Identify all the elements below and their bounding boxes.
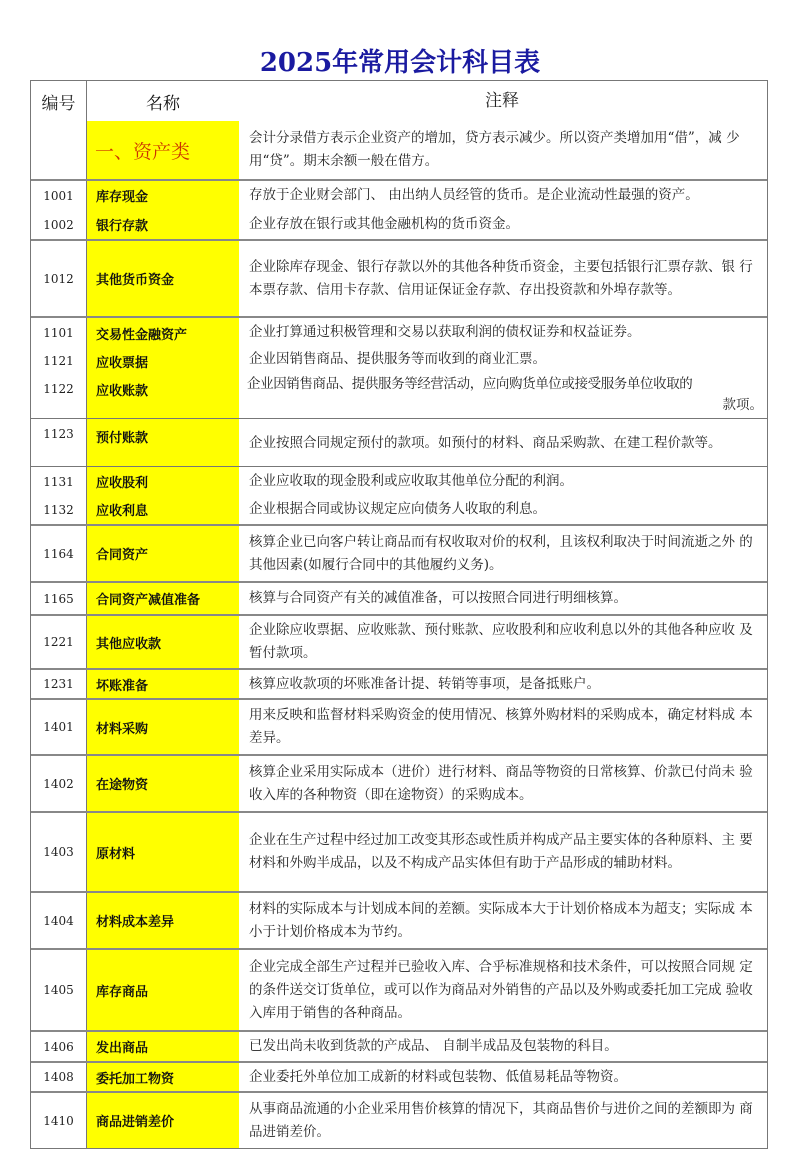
table-row <box>31 754 767 811</box>
account-note: 企业存放在银行或其他金融机构的货币资金。 <box>249 216 519 232</box>
account-note: 用来反映和监督材料采购资金的使用情况、核算外购材料的采购成本，确定材料成 本差异。 <box>249 707 753 746</box>
account-code: 1002 <box>43 217 74 232</box>
account-name: 应收账款 <box>96 383 149 399</box>
account-name: 应收股利 <box>96 476 149 491</box>
table-row <box>31 948 767 1030</box>
account-note: 企业除应收票据、应收账款、预付账款、应收股利和应收利息以外的其他各种应收 及暂付款项。 <box>249 622 753 661</box>
table-row <box>31 698 767 754</box>
account-code: 1402 <box>31 756 87 811</box>
account-note: 企业委托外单位加工成新的材料或包装物、低值易耗品等物资。 <box>249 1068 627 1085</box>
table-row-group <box>31 466 767 524</box>
account-code: 1121 <box>43 354 74 368</box>
account-note: 从事商品流通的小企业采用售价核算的情况下，其商品售价与进价之间的差额即为 商品进销差价。 <box>249 1100 753 1140</box>
account-code: 1231 <box>31 670 87 698</box>
account-name: 银行存款 <box>96 219 149 234</box>
table-row-group <box>31 316 767 418</box>
table-row <box>31 1030 767 1061</box>
account-name: 在途物资 <box>87 756 239 811</box>
account-code: 1164 <box>31 526 87 581</box>
account-note: 企业完成全部生产过程并已验收入库、合乎标准规格和技术条件，可以按照合同规 定的条件送交订货单位，或可以作为商品对外销售的产品以及外购或委托加工完成 验收入库用于销售的各种商品。 <box>249 958 753 1021</box>
account-note: 企业除库存现金、银行存款以外的其他各种货币资金，主要包括银行汇票存款、银 行本票存款、信用卡存款、信用证保证金存款、存出投资款和外埠存款等。 <box>249 258 753 298</box>
table-row <box>31 668 767 698</box>
account-name: 原材料 <box>87 813 239 891</box>
account-code: 1001 <box>43 188 74 203</box>
account-code: 1404 <box>31 893 87 948</box>
table-header <box>31 81 767 121</box>
account-note: 企业应收取的现金股利或应收取其他单位分配的利润。 <box>249 473 573 489</box>
table-row <box>31 1091 767 1148</box>
account-name: 其他货币资金 <box>87 241 239 316</box>
account-note: 存放于企业财会部门、 由出纳人员经管的货币。是企业流动性最强的资产。 <box>249 187 699 203</box>
account-name: 库存商品 <box>87 950 239 1030</box>
account-code: 1405 <box>31 950 87 1030</box>
account-note: 核算企业采用实际成本（进价）进行材料、商品等物资的日常核算、价款已付尚未 验收入库的各种物资（即在途物资）的采购成本。 <box>249 763 753 803</box>
page-title: 2025年常用会计科目表 <box>259 48 541 78</box>
account-code: 1131 <box>43 474 74 489</box>
account-code: 1408 <box>31 1063 87 1091</box>
table-row <box>31 891 767 948</box>
account-code: 1132 <box>43 502 74 517</box>
account-note: 核算应收款项的坏账准备计提、转销等事项，是备抵账户。 <box>249 675 600 692</box>
table-row <box>31 524 767 581</box>
table-row <box>31 614 767 668</box>
account-note: 核算企业已向客户转让商品而有权收取对价的权利，且该权利取决于时间流逝之外 的其他因素(如履行合同中的其他履约义务)。 <box>249 533 753 573</box>
table-row <box>31 581 767 614</box>
account-note: 材料的实际成本与计划成本间的差额。实际成本大于计划价格成本为超支；实际成 本小于计划价格成本为节约。 <box>249 900 753 940</box>
account-note-tail: 款项。 <box>722 397 763 413</box>
table-row <box>31 1061 767 1091</box>
account-note: 企业按照合同规定预付的款项。如预付的材料、商品采购款、在建工程价款等。 <box>249 434 722 451</box>
account-note: 企业因销售商品、提供服务等而收到的商业汇票。 <box>249 350 546 367</box>
account-code: 1123 <box>31 419 87 466</box>
account-name: 发出商品 <box>87 1032 239 1061</box>
account-name: 坏账准备 <box>87 670 239 698</box>
account-name: 委托加工物资 <box>87 1063 239 1091</box>
account-code: 1101 <box>43 326 74 340</box>
account-note: 企业根据合同或协议规定应向债务人收取的利息。 <box>249 501 546 517</box>
account-name: 合同资产 <box>87 526 239 581</box>
header-note: 注释 <box>485 90 519 111</box>
account-name: 合同资产减值准备 <box>87 583 239 614</box>
category-name: 一、资产类 <box>87 121 239 179</box>
account-name: 应收利息 <box>96 504 149 519</box>
table-row <box>31 811 767 891</box>
account-code: 1221 <box>31 616 87 668</box>
header-name: 名称 <box>87 81 239 121</box>
account-code: 1410 <box>31 1093 87 1148</box>
account-note: 企业打算通过积极管理和交易以获取利润的债权证券和权益证券。 <box>249 323 641 340</box>
account-code: 1403 <box>31 813 87 891</box>
table-row-group <box>31 179 767 239</box>
accounts-table <box>30 80 768 1149</box>
account-name: 商品进销差价 <box>87 1093 239 1148</box>
account-name: 交易性金融资产 <box>96 327 188 343</box>
table-row <box>31 239 767 316</box>
account-code: 1165 <box>31 583 87 614</box>
account-name: 材料成本差异 <box>87 893 239 948</box>
account-name: 库存现金 <box>96 190 149 205</box>
category-note: 会计分录借方表示企业资产的增加，贷方表示减少。所以资产类增加用“借”，减 少用“贷”。期末余额一般在借方。 <box>249 130 740 169</box>
category-code <box>31 121 87 179</box>
table-row <box>31 418 767 466</box>
account-note: 核算与合同资产有关的减值准备，可以按照合同进行明细核算。 <box>249 590 627 606</box>
account-code: 1122 <box>43 382 74 396</box>
account-note: 企业因销售商品、提供服务等经营活动，应向购货单位或接受服务单位收取的 <box>247 375 693 392</box>
account-code: 1406 <box>31 1032 87 1061</box>
account-name: 应收票据 <box>96 355 149 371</box>
account-note: 企业在生产过程中经过加工改变其形态或性质并构成产品主要实体的各种原料、主 要材料和外购半成品，以及不构成产品实体但有助于产品形成的辅助材料。 <box>249 832 753 871</box>
account-name: 材料采购 <box>87 700 239 754</box>
category-row <box>31 121 767 179</box>
account-note: 已发出尚未收到货款的产成品、 自制半成品及包装物的科目。 <box>249 1038 618 1054</box>
account-code: 1401 <box>31 700 87 754</box>
header-code: 编号 <box>31 81 87 121</box>
account-name: 预付账款 <box>87 419 239 466</box>
account-name: 其他应收款 <box>87 616 239 668</box>
account-code: 1012 <box>31 241 87 316</box>
